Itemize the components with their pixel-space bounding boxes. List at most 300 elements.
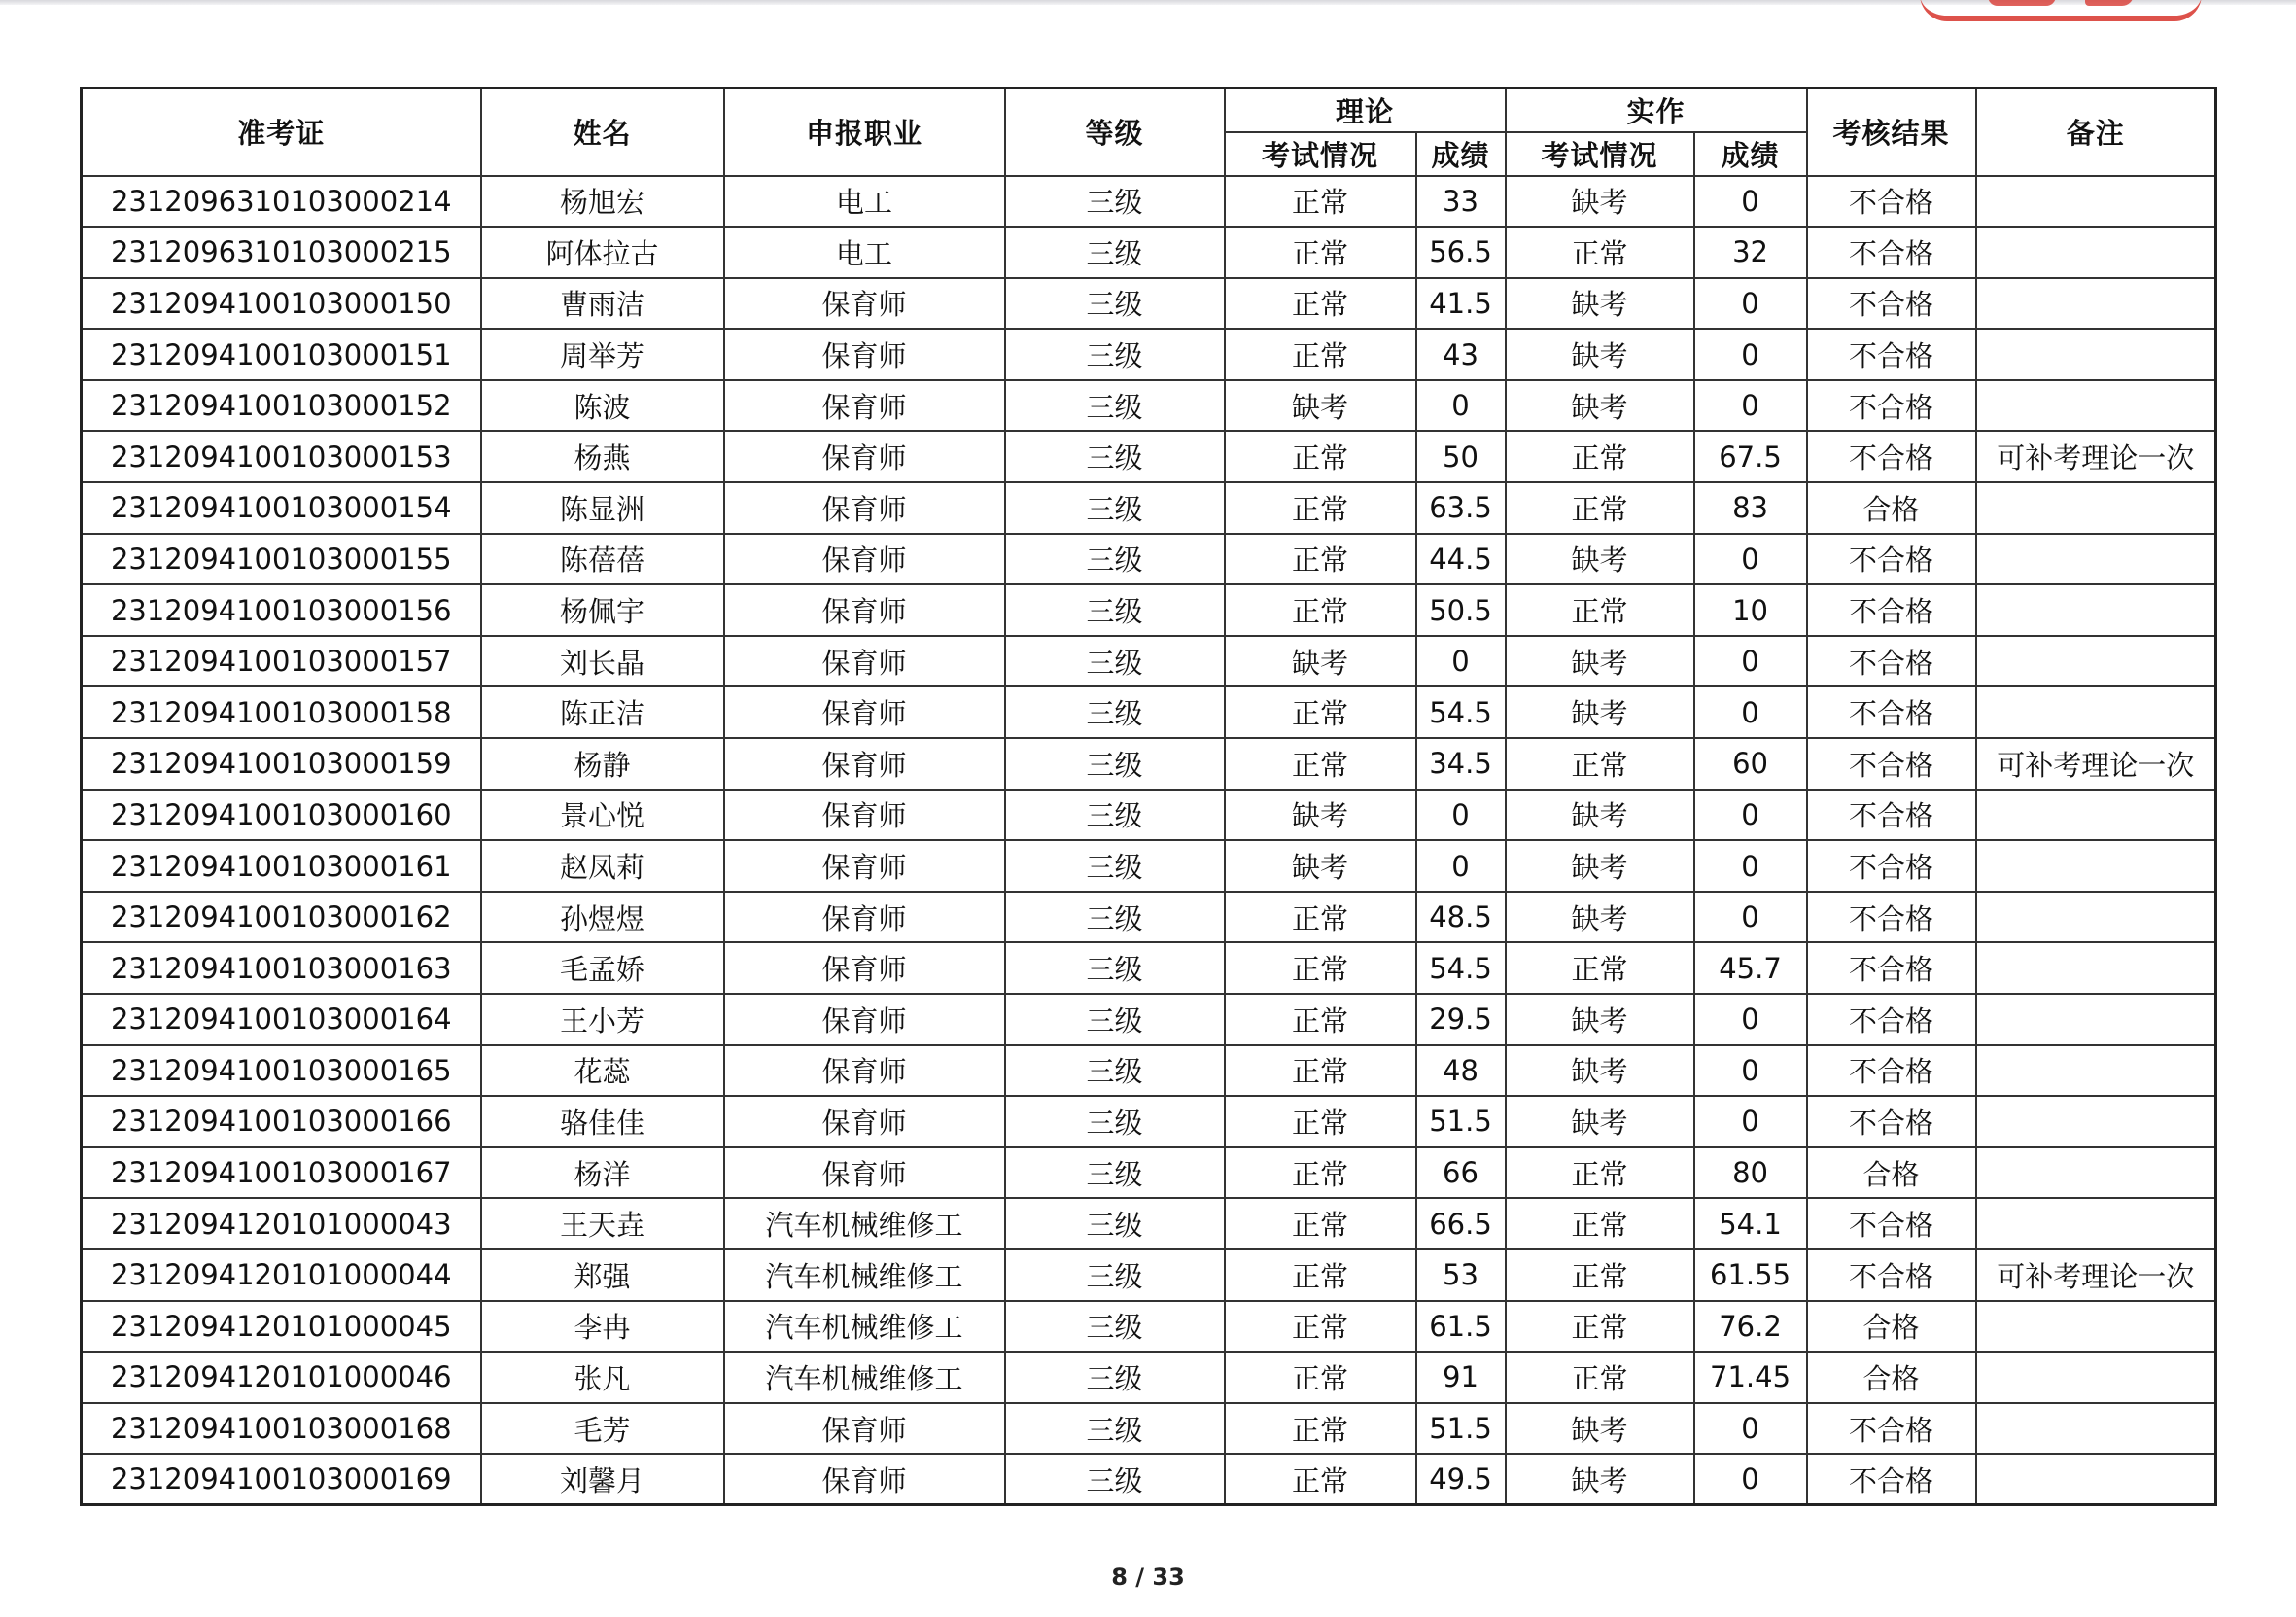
cell-ticket: 2312094100103000156 bbox=[82, 584, 481, 636]
cell-occupation: 保育师 bbox=[724, 431, 1005, 482]
cell-level: 三级 bbox=[1005, 1096, 1225, 1147]
cell-result: 合格 bbox=[1807, 482, 1976, 534]
cell-theory-score: 50 bbox=[1416, 431, 1506, 482]
cell-practice-score: 83 bbox=[1694, 482, 1807, 534]
cell-level: 三级 bbox=[1005, 942, 1225, 994]
cell-practice-status: 缺考 bbox=[1506, 329, 1694, 380]
cell-theory-score: 54.5 bbox=[1416, 942, 1506, 994]
cell-name: 陈波 bbox=[481, 380, 724, 432]
cell-result: 不合格 bbox=[1807, 1045, 1976, 1097]
cell-theory-status: 缺考 bbox=[1225, 380, 1416, 432]
cell-name: 杨洋 bbox=[481, 1147, 724, 1199]
cell-theory-status: 正常 bbox=[1225, 431, 1416, 482]
cell-theory-status: 正常 bbox=[1225, 1352, 1416, 1403]
cell-level: 三级 bbox=[1005, 1301, 1225, 1353]
cell-name: 郑强 bbox=[481, 1249, 724, 1301]
cell-occupation: 保育师 bbox=[724, 534, 1005, 585]
table-row bbox=[82, 892, 2216, 943]
table-row bbox=[82, 482, 2216, 534]
cell-result: 不合格 bbox=[1807, 686, 1976, 738]
table-row bbox=[82, 584, 2216, 636]
cell-remark bbox=[1976, 380, 2216, 432]
cell-theory-score: 56.5 bbox=[1416, 227, 1506, 278]
cell-name: 孙煜煜 bbox=[481, 892, 724, 943]
cell-practice-status: 缺考 bbox=[1506, 840, 1694, 892]
cell-remark bbox=[1976, 584, 2216, 636]
table-row bbox=[82, 1249, 2216, 1301]
table-row bbox=[82, 1198, 2216, 1249]
cell-ticket: 2312094100103000165 bbox=[82, 1045, 481, 1097]
cell-name: 赵凤莉 bbox=[481, 840, 724, 892]
cell-name: 杨静 bbox=[481, 738, 724, 790]
cell-name: 骆佳佳 bbox=[481, 1096, 724, 1147]
cell-remark bbox=[1976, 790, 2216, 841]
cell-level: 三级 bbox=[1005, 1454, 1225, 1505]
cell-theory-score: 61.5 bbox=[1416, 1301, 1506, 1353]
cell-ticket: 2312094120101000046 bbox=[82, 1352, 481, 1403]
cell-occupation: 汽车机械维修工 bbox=[724, 1301, 1005, 1353]
cell-theory-status: 缺考 bbox=[1225, 636, 1416, 687]
header-practice-score: 成绩 bbox=[1694, 132, 1807, 176]
cell-occupation: 保育师 bbox=[724, 1096, 1005, 1147]
cell-ticket: 2312094100103000152 bbox=[82, 380, 481, 432]
cell-theory-status: 正常 bbox=[1225, 329, 1416, 380]
cell-practice-score: 0 bbox=[1694, 686, 1807, 738]
cell-level: 三级 bbox=[1005, 1045, 1225, 1097]
red-seal-stamp-fragment bbox=[1920, 0, 2202, 21]
cell-level: 三级 bbox=[1005, 1198, 1225, 1249]
cell-practice-score: 76.2 bbox=[1694, 1301, 1807, 1353]
cell-ticket: 2312094100103000164 bbox=[82, 994, 481, 1045]
cell-result: 不合格 bbox=[1807, 380, 1976, 432]
cell-level: 三级 bbox=[1005, 584, 1225, 636]
cell-practice-score: 45.7 bbox=[1694, 942, 1807, 994]
cell-level: 三级 bbox=[1005, 227, 1225, 278]
cell-theory-status: 正常 bbox=[1225, 1403, 1416, 1455]
table-row bbox=[82, 636, 2216, 687]
cell-theory-score: 63.5 bbox=[1416, 482, 1506, 534]
header-theory-score: 成绩 bbox=[1416, 132, 1506, 176]
cell-theory-score: 54.5 bbox=[1416, 686, 1506, 738]
cell-practice-status: 缺考 bbox=[1506, 892, 1694, 943]
cell-ticket: 2312096310103000215 bbox=[82, 227, 481, 278]
cell-result: 不合格 bbox=[1807, 636, 1976, 687]
cell-remark bbox=[1976, 482, 2216, 534]
cell-practice-status: 正常 bbox=[1506, 1147, 1694, 1199]
table-header bbox=[82, 88, 2216, 176]
cell-level: 三级 bbox=[1005, 1147, 1225, 1199]
cell-practice-status: 正常 bbox=[1506, 1352, 1694, 1403]
cell-practice-score: 60 bbox=[1694, 738, 1807, 790]
cell-practice-status: 缺考 bbox=[1506, 790, 1694, 841]
cell-theory-score: 51.5 bbox=[1416, 1403, 1506, 1455]
cell-level: 三级 bbox=[1005, 380, 1225, 432]
cell-name: 周举芳 bbox=[481, 329, 724, 380]
cell-practice-score: 10 bbox=[1694, 584, 1807, 636]
table-row bbox=[82, 942, 2216, 994]
cell-theory-status: 正常 bbox=[1225, 278, 1416, 330]
cell-occupation: 保育师 bbox=[724, 892, 1005, 943]
cell-ticket: 2312094100103000169 bbox=[82, 1454, 481, 1505]
cell-practice-score: 0 bbox=[1694, 1403, 1807, 1455]
cell-result: 不合格 bbox=[1807, 1249, 1976, 1301]
cell-ticket: 2312094120101000043 bbox=[82, 1198, 481, 1249]
cell-theory-score: 41.5 bbox=[1416, 278, 1506, 330]
cell-ticket: 2312094100103000157 bbox=[82, 636, 481, 687]
cell-theory-status: 正常 bbox=[1225, 482, 1416, 534]
cell-result: 不合格 bbox=[1807, 1198, 1976, 1249]
cell-practice-status: 缺考 bbox=[1506, 1454, 1694, 1505]
cell-practice-score: 0 bbox=[1694, 329, 1807, 380]
cell-result: 合格 bbox=[1807, 1352, 1976, 1403]
cell-name: 王小芳 bbox=[481, 994, 724, 1045]
page-number: 8 / 33 bbox=[1111, 1564, 1185, 1591]
cell-practice-status: 缺考 bbox=[1506, 278, 1694, 330]
cell-practice-status: 缺考 bbox=[1506, 534, 1694, 585]
cell-ticket: 2312094120101000044 bbox=[82, 1249, 481, 1301]
cell-ticket: 2312094100103000155 bbox=[82, 534, 481, 585]
cell-remark bbox=[1976, 1454, 2216, 1505]
header-occupation: 申报职业 bbox=[724, 88, 1005, 176]
cell-theory-score: 66.5 bbox=[1416, 1198, 1506, 1249]
cell-remark bbox=[1976, 176, 2216, 228]
cell-name: 陈显洲 bbox=[481, 482, 724, 534]
table-row bbox=[82, 431, 2216, 482]
cell-theory-status: 正常 bbox=[1225, 176, 1416, 228]
cell-theory-score: 91 bbox=[1416, 1352, 1506, 1403]
cell-name: 花蕊 bbox=[481, 1045, 724, 1097]
cell-practice-score: 0 bbox=[1694, 790, 1807, 841]
header-name: 姓名 bbox=[481, 88, 724, 176]
cell-practice-status: 缺考 bbox=[1506, 636, 1694, 687]
cell-practice-score: 80 bbox=[1694, 1147, 1807, 1199]
cell-occupation: 汽车机械维修工 bbox=[724, 1249, 1005, 1301]
table-row bbox=[82, 1403, 2216, 1455]
cell-level: 三级 bbox=[1005, 994, 1225, 1045]
cell-level: 三级 bbox=[1005, 738, 1225, 790]
cell-practice-status: 正常 bbox=[1506, 1198, 1694, 1249]
cell-occupation: 保育师 bbox=[724, 380, 1005, 432]
cell-occupation: 电工 bbox=[724, 227, 1005, 278]
cell-occupation: 保育师 bbox=[724, 790, 1005, 841]
cell-level: 三级 bbox=[1005, 1249, 1225, 1301]
header-practice-status: 考试情况 bbox=[1506, 132, 1694, 176]
cell-practice-status: 正常 bbox=[1506, 584, 1694, 636]
table-row bbox=[82, 380, 2216, 432]
cell-practice-status: 缺考 bbox=[1506, 176, 1694, 228]
cell-occupation: 保育师 bbox=[724, 1147, 1005, 1199]
cell-theory-score: 49.5 bbox=[1416, 1454, 1506, 1505]
cell-practice-score: 0 bbox=[1694, 1045, 1807, 1097]
cell-name: 杨佩宇 bbox=[481, 584, 724, 636]
cell-practice-status: 正常 bbox=[1506, 1301, 1694, 1353]
cell-practice-score: 32 bbox=[1694, 227, 1807, 278]
cell-occupation: 汽车机械维修工 bbox=[724, 1352, 1005, 1403]
cell-occupation: 电工 bbox=[724, 176, 1005, 228]
cell-theory-status: 缺考 bbox=[1225, 790, 1416, 841]
cell-name: 李冉 bbox=[481, 1301, 724, 1353]
cell-theory-status: 正常 bbox=[1225, 1454, 1416, 1505]
cell-result: 不合格 bbox=[1807, 1454, 1976, 1505]
table-row bbox=[82, 1096, 2216, 1147]
cell-theory-status: 正常 bbox=[1225, 942, 1416, 994]
table-row bbox=[82, 1045, 2216, 1097]
cell-ticket: 2312094100103000151 bbox=[82, 329, 481, 380]
cell-result: 不合格 bbox=[1807, 227, 1976, 278]
cell-practice-score: 0 bbox=[1694, 994, 1807, 1045]
table-row bbox=[82, 176, 2216, 228]
cell-practice-score: 54.1 bbox=[1694, 1198, 1807, 1249]
cell-ticket: 2312094100103000154 bbox=[82, 482, 481, 534]
table-row bbox=[82, 790, 2216, 841]
table-row bbox=[82, 1147, 2216, 1199]
cell-remark bbox=[1976, 840, 2216, 892]
cell-practice-status: 正常 bbox=[1506, 942, 1694, 994]
cell-practice-status: 缺考 bbox=[1506, 1403, 1694, 1455]
table-row bbox=[82, 1352, 2216, 1403]
cell-practice-score: 71.45 bbox=[1694, 1352, 1807, 1403]
cell-practice-score: 0 bbox=[1694, 1454, 1807, 1505]
cell-theory-score: 0 bbox=[1416, 790, 1506, 841]
cell-ticket: 2312094100103000160 bbox=[82, 790, 481, 841]
header-theory-status: 考试情况 bbox=[1225, 132, 1416, 176]
cell-theory-status: 正常 bbox=[1225, 1096, 1416, 1147]
cell-result: 合格 bbox=[1807, 1147, 1976, 1199]
cell-remark bbox=[1976, 686, 2216, 738]
cell-level: 三级 bbox=[1005, 431, 1225, 482]
cell-practice-score: 0 bbox=[1694, 636, 1807, 687]
cell-theory-status: 正常 bbox=[1225, 994, 1416, 1045]
cell-result: 不合格 bbox=[1807, 892, 1976, 943]
cell-remark bbox=[1976, 1352, 2216, 1403]
cell-remark bbox=[1976, 1403, 2216, 1455]
cell-occupation: 保育师 bbox=[724, 1045, 1005, 1097]
cell-remark: 可补考理论一次 bbox=[1976, 1249, 2216, 1301]
cell-theory-score: 29.5 bbox=[1416, 994, 1506, 1045]
cell-result: 不合格 bbox=[1807, 176, 1976, 228]
cell-theory-status: 正常 bbox=[1225, 1301, 1416, 1353]
cell-ticket: 2312094100103000153 bbox=[82, 431, 481, 482]
cell-result: 不合格 bbox=[1807, 431, 1976, 482]
table-row bbox=[82, 840, 2216, 892]
cell-theory-score: 0 bbox=[1416, 840, 1506, 892]
table-row bbox=[82, 278, 2216, 330]
cell-name: 张凡 bbox=[481, 1352, 724, 1403]
cell-practice-status: 缺考 bbox=[1506, 380, 1694, 432]
cell-occupation: 保育师 bbox=[724, 584, 1005, 636]
cell-remark bbox=[1976, 1096, 2216, 1147]
exam-results-table bbox=[80, 87, 2217, 1506]
cell-level: 三级 bbox=[1005, 176, 1225, 228]
cell-theory-status: 正常 bbox=[1225, 738, 1416, 790]
header-result: 考核结果 bbox=[1807, 88, 1976, 176]
cell-remark bbox=[1976, 534, 2216, 585]
cell-theory-score: 43 bbox=[1416, 329, 1506, 380]
cell-remark bbox=[1976, 227, 2216, 278]
cell-practice-status: 缺考 bbox=[1506, 1096, 1694, 1147]
cell-occupation: 保育师 bbox=[724, 329, 1005, 380]
cell-level: 三级 bbox=[1005, 482, 1225, 534]
cell-ticket: 2312094100103000150 bbox=[82, 278, 481, 330]
table-row bbox=[82, 686, 2216, 738]
table-row bbox=[82, 329, 2216, 380]
cell-remark bbox=[1976, 329, 2216, 380]
cell-result: 不合格 bbox=[1807, 278, 1976, 330]
cell-practice-status: 正常 bbox=[1506, 227, 1694, 278]
cell-theory-status: 正常 bbox=[1225, 227, 1416, 278]
cell-remark bbox=[1976, 278, 2216, 330]
cell-theory-status: 正常 bbox=[1225, 1198, 1416, 1249]
cell-result: 不合格 bbox=[1807, 994, 1976, 1045]
cell-ticket: 2312096310103000214 bbox=[82, 176, 481, 228]
cell-occupation: 保育师 bbox=[724, 942, 1005, 994]
header-level: 等级 bbox=[1005, 88, 1225, 176]
cell-result: 不合格 bbox=[1807, 942, 1976, 994]
cell-remark: 可补考理论一次 bbox=[1976, 431, 2216, 482]
cell-remark bbox=[1976, 636, 2216, 687]
cell-name: 毛孟娇 bbox=[481, 942, 724, 994]
cell-result: 不合格 bbox=[1807, 584, 1976, 636]
cell-practice-status: 缺考 bbox=[1506, 686, 1694, 738]
cell-level: 三级 bbox=[1005, 790, 1225, 841]
cell-theory-status: 正常 bbox=[1225, 1045, 1416, 1097]
cell-level: 三级 bbox=[1005, 534, 1225, 585]
cell-practice-score: 0 bbox=[1694, 840, 1807, 892]
cell-occupation: 保育师 bbox=[724, 278, 1005, 330]
cell-level: 三级 bbox=[1005, 636, 1225, 687]
cell-practice-status: 正常 bbox=[1506, 431, 1694, 482]
header-remark: 备注 bbox=[1976, 88, 2216, 176]
cell-ticket: 2312094120101000045 bbox=[82, 1301, 481, 1353]
cell-remark bbox=[1976, 994, 2216, 1045]
cell-ticket: 2312094100103000159 bbox=[82, 738, 481, 790]
table-row bbox=[82, 227, 2216, 278]
cell-occupation: 保育师 bbox=[724, 636, 1005, 687]
table-row bbox=[82, 1301, 2216, 1353]
cell-practice-status: 正常 bbox=[1506, 1249, 1694, 1301]
cell-theory-score: 34.5 bbox=[1416, 738, 1506, 790]
cell-occupation: 保育师 bbox=[724, 686, 1005, 738]
cell-theory-score: 0 bbox=[1416, 380, 1506, 432]
cell-ticket: 2312094100103000161 bbox=[82, 840, 481, 892]
cell-theory-score: 44.5 bbox=[1416, 534, 1506, 585]
cell-theory-status: 正常 bbox=[1225, 1147, 1416, 1199]
cell-practice-status: 正常 bbox=[1506, 482, 1694, 534]
cell-name: 杨燕 bbox=[481, 431, 724, 482]
header-ticket: 准考证 bbox=[82, 88, 481, 176]
cell-theory-score: 51.5 bbox=[1416, 1096, 1506, 1147]
cell-result: 不合格 bbox=[1807, 1096, 1976, 1147]
cell-practice-status: 缺考 bbox=[1506, 994, 1694, 1045]
cell-practice-score: 0 bbox=[1694, 892, 1807, 943]
cell-ticket: 2312094100103000166 bbox=[82, 1096, 481, 1147]
cell-practice-status: 缺考 bbox=[1506, 1045, 1694, 1097]
cell-remark bbox=[1976, 1147, 2216, 1199]
cell-level: 三级 bbox=[1005, 278, 1225, 330]
cell-theory-status: 正常 bbox=[1225, 892, 1416, 943]
cell-remark bbox=[1976, 1198, 2216, 1249]
cell-name: 阿体拉古 bbox=[481, 227, 724, 278]
cell-remark bbox=[1976, 892, 2216, 943]
table-row bbox=[82, 738, 2216, 790]
cell-theory-score: 53 bbox=[1416, 1249, 1506, 1301]
cell-name: 曹雨洁 bbox=[481, 278, 724, 330]
table-row bbox=[82, 994, 2216, 1045]
table-row bbox=[82, 1454, 2216, 1505]
cell-theory-score: 48.5 bbox=[1416, 892, 1506, 943]
cell-ticket: 2312094100103000168 bbox=[82, 1403, 481, 1455]
cell-occupation: 保育师 bbox=[724, 1403, 1005, 1455]
cell-ticket: 2312094100103000163 bbox=[82, 942, 481, 994]
cell-theory-score: 0 bbox=[1416, 636, 1506, 687]
cell-theory-score: 50.5 bbox=[1416, 584, 1506, 636]
cell-name: 刘馨月 bbox=[481, 1454, 724, 1505]
cell-practice-score: 0 bbox=[1694, 176, 1807, 228]
cell-level: 三级 bbox=[1005, 1352, 1225, 1403]
cell-result: 不合格 bbox=[1807, 840, 1976, 892]
cell-remark bbox=[1976, 1045, 2216, 1097]
cell-level: 三级 bbox=[1005, 686, 1225, 738]
cell-theory-score: 66 bbox=[1416, 1147, 1506, 1199]
cell-level: 三级 bbox=[1005, 892, 1225, 943]
cell-result: 不合格 bbox=[1807, 534, 1976, 585]
cell-practice-score: 0 bbox=[1694, 380, 1807, 432]
cell-practice-score: 0 bbox=[1694, 534, 1807, 585]
cell-practice-score: 0 bbox=[1694, 278, 1807, 330]
cell-name: 杨旭宏 bbox=[481, 176, 724, 228]
cell-occupation: 保育师 bbox=[724, 738, 1005, 790]
cell-remark: 可补考理论一次 bbox=[1976, 738, 2216, 790]
cell-result: 不合格 bbox=[1807, 790, 1976, 841]
cell-practice-score: 0 bbox=[1694, 1096, 1807, 1147]
cell-name: 刘长晶 bbox=[481, 636, 724, 687]
cell-theory-status: 正常 bbox=[1225, 584, 1416, 636]
cell-theory-status: 正常 bbox=[1225, 686, 1416, 738]
cell-theory-status: 正常 bbox=[1225, 1249, 1416, 1301]
header-theory-group: 理论 bbox=[1225, 88, 1506, 132]
cell-ticket: 2312094100103000158 bbox=[82, 686, 481, 738]
cell-occupation: 保育师 bbox=[724, 994, 1005, 1045]
cell-name: 陈蓓蓓 bbox=[481, 534, 724, 585]
table-row bbox=[82, 534, 2216, 585]
cell-theory-status: 正常 bbox=[1225, 534, 1416, 585]
cell-name: 陈正洁 bbox=[481, 686, 724, 738]
cell-result: 不合格 bbox=[1807, 738, 1976, 790]
cell-occupation: 保育师 bbox=[724, 1454, 1005, 1505]
cell-remark bbox=[1976, 1301, 2216, 1353]
cell-practice-score: 61.55 bbox=[1694, 1249, 1807, 1301]
cell-result: 不合格 bbox=[1807, 1403, 1976, 1455]
cell-level: 三级 bbox=[1005, 1403, 1225, 1455]
cell-ticket: 2312094100103000167 bbox=[82, 1147, 481, 1199]
cell-occupation: 保育师 bbox=[724, 840, 1005, 892]
cell-level: 三级 bbox=[1005, 329, 1225, 380]
cell-theory-score: 33 bbox=[1416, 176, 1506, 228]
cell-ticket: 2312094100103000162 bbox=[82, 892, 481, 943]
cell-remark bbox=[1976, 942, 2216, 994]
cell-result: 不合格 bbox=[1807, 329, 1976, 380]
cell-result: 合格 bbox=[1807, 1301, 1976, 1353]
cell-occupation: 汽车机械维修工 bbox=[724, 1198, 1005, 1249]
cell-theory-status: 缺考 bbox=[1225, 840, 1416, 892]
cell-name: 王天垚 bbox=[481, 1198, 724, 1249]
cell-name: 景心悦 bbox=[481, 790, 724, 841]
cell-theory-score: 48 bbox=[1416, 1045, 1506, 1097]
cell-practice-score: 67.5 bbox=[1694, 431, 1807, 482]
cell-occupation: 保育师 bbox=[724, 482, 1005, 534]
cell-name: 毛芳 bbox=[481, 1403, 724, 1455]
cell-practice-status: 正常 bbox=[1506, 738, 1694, 790]
